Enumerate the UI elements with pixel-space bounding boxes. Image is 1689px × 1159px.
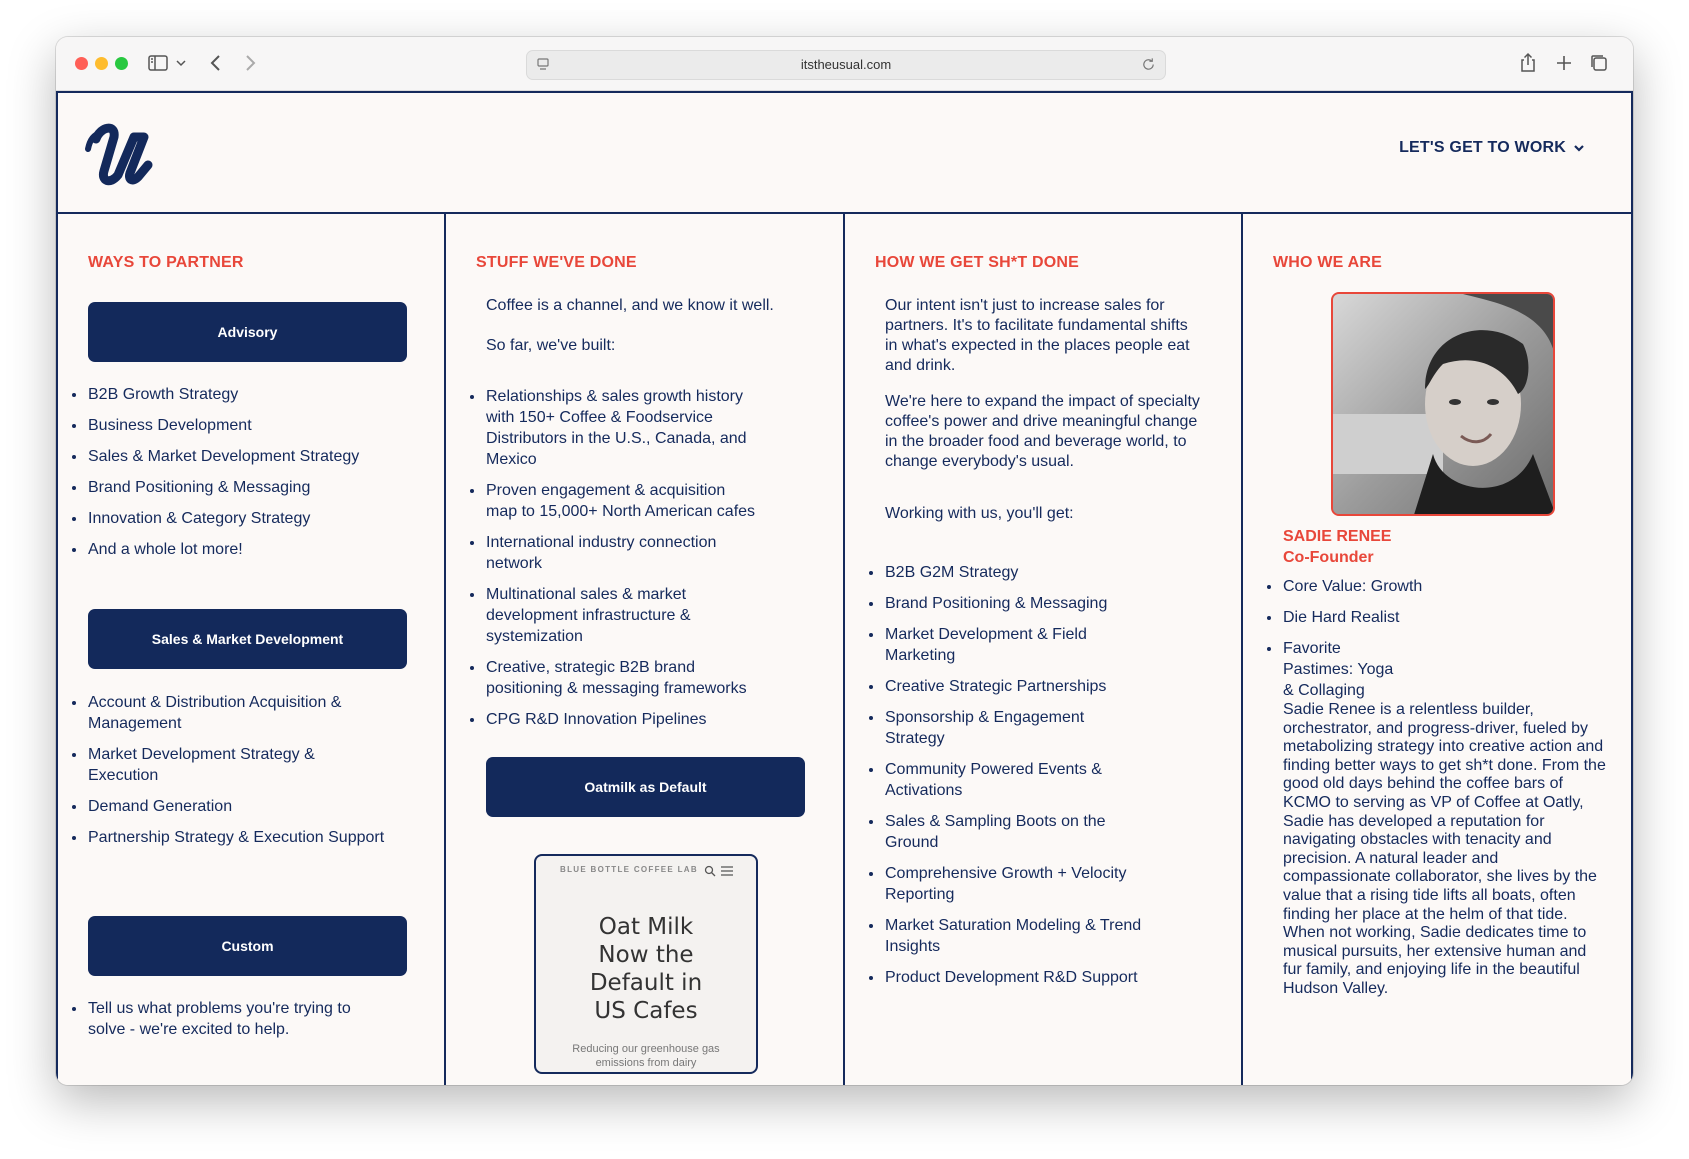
founder-name: SADIE RENEE bbox=[1283, 528, 1392, 545]
article-card[interactable] bbox=[534, 854, 758, 1074]
stuff-weve-done-column bbox=[446, 214, 845, 1085]
search-icon bbox=[704, 864, 716, 876]
sidebar-toggle-icon[interactable] bbox=[146, 51, 170, 75]
list-item: Creative Strategic Partnerships bbox=[855, 676, 1145, 697]
list-item: Die Hard Realist bbox=[1253, 607, 1553, 628]
founder-photo bbox=[1331, 292, 1555, 516]
founder-role: Co-Founder bbox=[1283, 549, 1374, 566]
column-title: HOW WE GET SH*T DONE bbox=[875, 254, 1079, 271]
list-item: And a whole lot more! bbox=[58, 539, 408, 560]
list-item: CPG R&D Innovation Pipelines bbox=[456, 709, 756, 730]
site-header bbox=[58, 91, 1631, 214]
reload-icon[interactable] bbox=[1141, 57, 1156, 72]
list-item: Core Value: Growth bbox=[1253, 576, 1553, 597]
how-we-get-it-done-column bbox=[845, 214, 1243, 1085]
minimize-window-button[interactable] bbox=[95, 57, 108, 70]
card-brand: BLUE BOTTLE COFFEE LAB bbox=[560, 865, 698, 874]
list-item: Market Development Strategy & Execution bbox=[58, 744, 388, 786]
how-para-2: We're here to expand the impact of specialty coffee's power and drive meaningful change in the broader food and beverage world, to change everybody's usual. bbox=[885, 393, 1200, 470]
list-item: Community Powered Events & Activations bbox=[855, 759, 1145, 801]
list-item: Sales & Sampling Boots on the Ground bbox=[855, 811, 1145, 853]
how-list bbox=[855, 562, 1145, 998]
share-icon[interactable] bbox=[1516, 51, 1540, 75]
card-headline: Oat Milk Now the Default in US Cafes bbox=[589, 914, 703, 1024]
oatmilk-as-default-button[interactable]: Oatmilk as Default bbox=[486, 757, 805, 817]
list-item: Market Saturation Modeling & Trend Insights bbox=[855, 915, 1145, 957]
lets-get-to-work-menu[interactable] bbox=[1399, 139, 1586, 157]
list-item: Product Development R&D Support bbox=[855, 967, 1145, 988]
list-item: Proven engagement & acquisition map to 15,000+ North American cafes bbox=[456, 480, 756, 522]
how-para-3: Working with us, you'll get: bbox=[885, 505, 1074, 522]
list-item: Demand Generation bbox=[58, 796, 388, 817]
list-item: Account & Distribution Acquisition & Management bbox=[58, 692, 388, 734]
custom-list bbox=[58, 998, 388, 1050]
forward-icon[interactable] bbox=[238, 51, 262, 75]
done-intro: Coffee is a channel, and we know it well. bbox=[486, 297, 774, 314]
sales-market-development-button[interactable]: Sales & Market Development bbox=[88, 609, 407, 669]
site-logo[interactable] bbox=[82, 119, 162, 194]
list-item: Partnership Strategy & Execution Support bbox=[58, 827, 388, 848]
chevron-down-icon[interactable] bbox=[174, 51, 188, 75]
column-title: WHO WE ARE bbox=[1273, 254, 1382, 271]
address-bar[interactable] bbox=[526, 50, 1166, 80]
card-subtitle: Reducing our greenhouse gas emissions from dairy bbox=[572, 1043, 720, 1069]
list-item: Tell us what problems you're trying to solve - we're excited to help. bbox=[58, 998, 388, 1040]
ways-to-partner-column bbox=[58, 214, 446, 1085]
done-list bbox=[456, 386, 756, 740]
list-item: Comprehensive Growth + Velocity Reporting bbox=[855, 863, 1145, 905]
founder-bio: Sadie Renee is a relentless builder, orchestrator, and progress-driver, fueled by metabolizing strategy into creative action and finding better ways to get sh*t done. From the good old days behind the coffee bars of KCMO to serving as VP of Coffee at Oatly, Sadie has developed a reputation for navigating obstacles with tenacity and precision. A natural leader and compassionate collaborator, she lives by the value that a rising tide lifts all boats, often finding her place at the helm of that tide. When not working, Sadie dedicates time to musical pursuits, her extensive human and fur family, and enjoying life in the beautiful Hudson Valley. bbox=[1283, 701, 1606, 997]
advisory-button[interactable]: Advisory bbox=[88, 302, 407, 362]
list-item: Innovation & Category Strategy bbox=[58, 508, 408, 529]
chevron-down-icon bbox=[1572, 141, 1586, 155]
zoom-window-button[interactable] bbox=[115, 57, 128, 70]
list-item: Relationships & sales growth history with 150+ Coffee & Foodservice Distributors in the U.S., Canada, and Mexico bbox=[456, 386, 756, 470]
new-tab-icon[interactable] bbox=[1552, 51, 1576, 75]
menu-icon bbox=[720, 864, 734, 876]
list-item: International industry connection network bbox=[456, 532, 756, 574]
list-item: Multinational sales & market development infrastructure & systemization bbox=[456, 584, 756, 647]
tab-overview-icon[interactable] bbox=[1587, 51, 1611, 75]
list-item: Creative, strategic B2B brand positioning & messaging frameworks bbox=[456, 657, 756, 699]
list-item: B2B Growth Strategy bbox=[58, 384, 408, 405]
back-icon[interactable] bbox=[204, 51, 228, 75]
content-columns bbox=[58, 214, 1631, 1085]
list-item: Business Development bbox=[58, 415, 408, 436]
list-item: Sales & Market Development Strategy bbox=[58, 446, 408, 467]
nav-cta-label: LET'S GET TO WORK bbox=[1399, 139, 1566, 156]
advisory-list bbox=[58, 384, 408, 570]
list-item: B2B G2M Strategy bbox=[855, 562, 1145, 583]
address-url: itstheusual.com bbox=[800, 57, 892, 72]
who-we-are-column bbox=[1243, 214, 1631, 1085]
done-intro-2: So far, we've built: bbox=[486, 337, 616, 354]
how-para-1: Our intent isn't just to increase sales for partners. It's to facilitate fundamental shifts in what's expected in the places people eat and drink. bbox=[885, 297, 1190, 374]
browser-toolbar bbox=[56, 37, 1633, 91]
founder-traits bbox=[1253, 576, 1553, 711]
web-page bbox=[56, 91, 1633, 1085]
list-item: Market Development & Field Marketing bbox=[855, 624, 1145, 666]
browser-window bbox=[56, 37, 1633, 1085]
list-item: Brand Positioning & Messaging bbox=[58, 477, 408, 498]
list-item: Brand Positioning & Messaging bbox=[855, 593, 1145, 614]
close-window-button[interactable] bbox=[75, 57, 88, 70]
column-title: WAYS TO PARTNER bbox=[88, 254, 244, 271]
custom-button[interactable]: Custom bbox=[88, 916, 407, 976]
column-title: STUFF WE'VE DONE bbox=[476, 254, 637, 271]
list-item: Favorite Pastimes: Yoga & Collaging bbox=[1253, 638, 1403, 701]
list-item: Sponsorship & Engagement Strategy bbox=[855, 707, 1145, 749]
sales-list bbox=[58, 692, 388, 858]
